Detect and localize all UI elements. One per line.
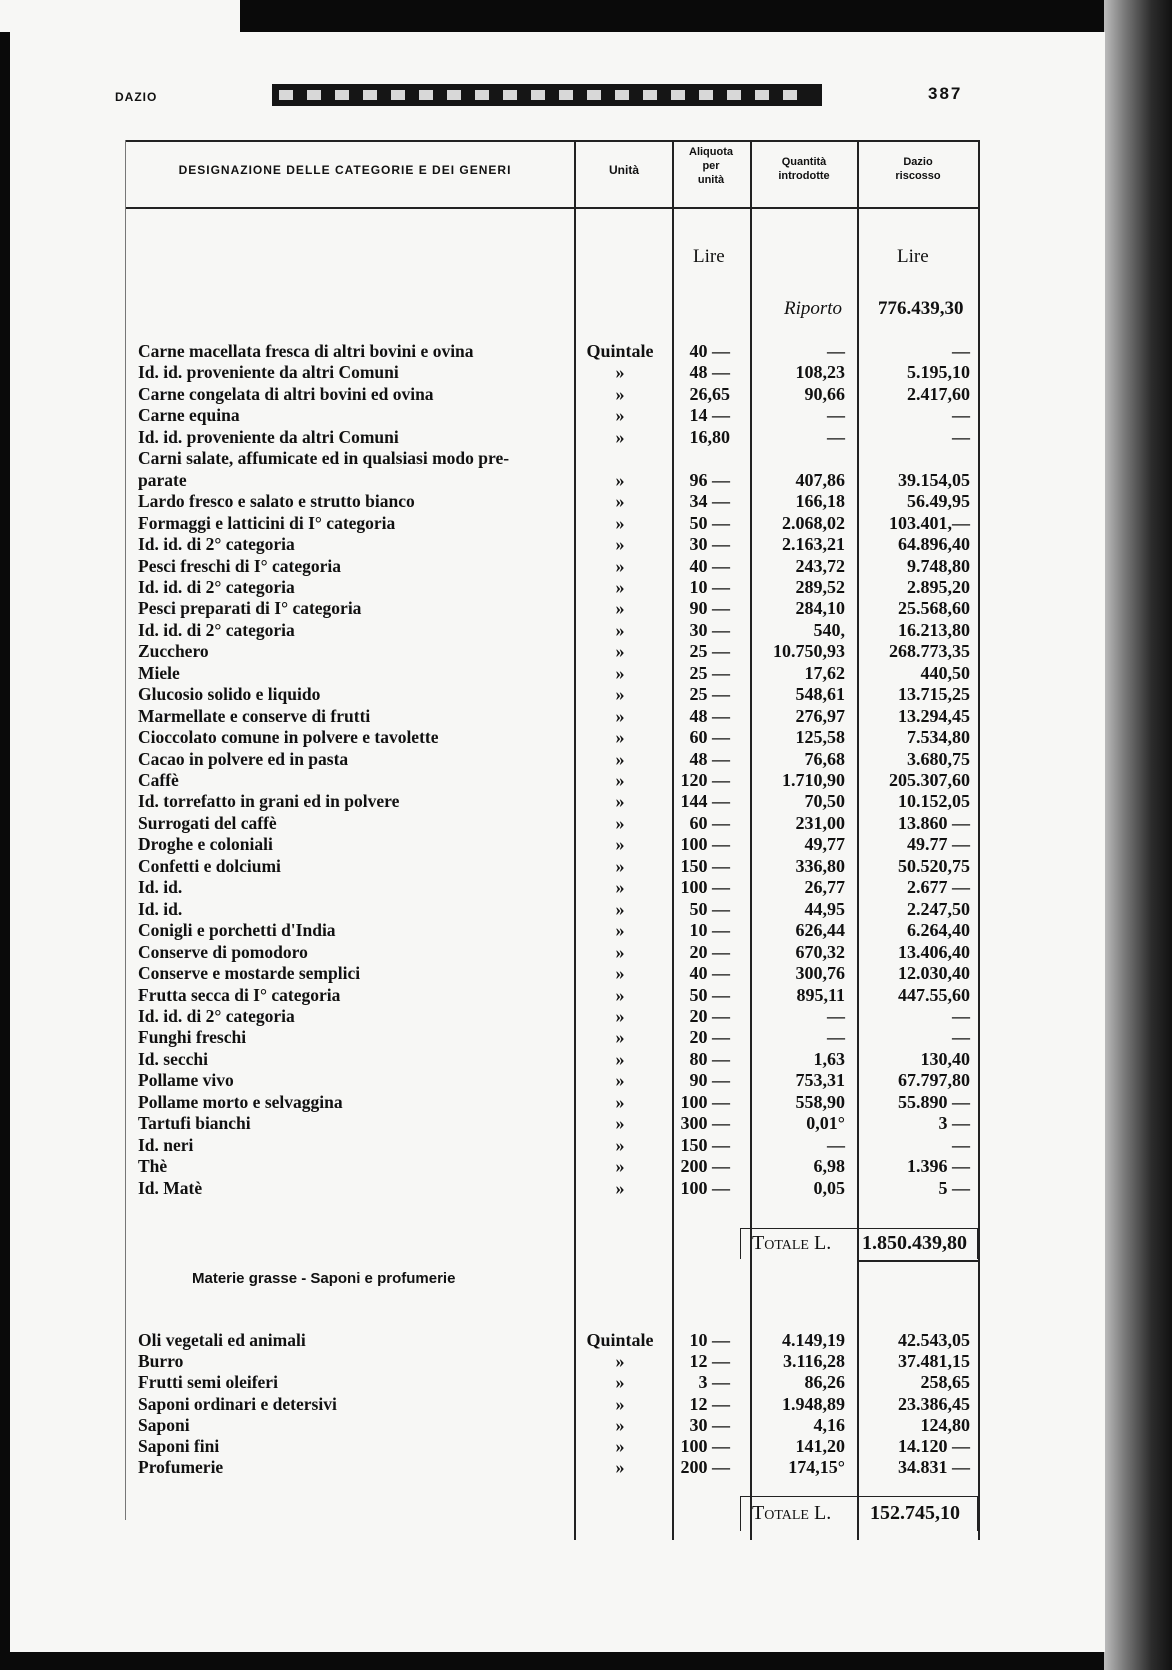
row-rate: 50 — bbox=[689, 512, 730, 533]
row-quantity: 243,72 bbox=[795, 555, 845, 576]
row-description: Saponi fini bbox=[138, 1436, 220, 1456]
row-description: Conserve e mostarde semplici bbox=[138, 963, 361, 984]
table-row bbox=[0, 405, 1000, 426]
row-unit: » bbox=[615, 963, 625, 984]
row-unit: » bbox=[615, 920, 625, 941]
row-quantity: 125,58 bbox=[795, 727, 845, 748]
carryover-value: 776.439,30 bbox=[878, 298, 964, 319]
row-description: Cioccolato comune in polvere e tavolette bbox=[138, 727, 439, 748]
row-description: Zucchero bbox=[138, 641, 209, 662]
table-row bbox=[0, 1092, 1000, 1113]
row-unit: » bbox=[615, 748, 625, 769]
row-rate: 16,80 bbox=[689, 426, 730, 447]
row-duty: 56.49,95 bbox=[907, 491, 970, 512]
row-description: Frutti semi oleiferi bbox=[138, 1372, 278, 1393]
column-header-rate: Aliquota per unità bbox=[689, 146, 733, 186]
row-quantity: 753,31 bbox=[795, 1070, 845, 1091]
row-description: Id. id. bbox=[138, 898, 183, 919]
table-row bbox=[0, 513, 1000, 534]
row-quantity: 1.710,90 bbox=[782, 770, 845, 790]
row-unit: » bbox=[615, 1457, 625, 1478]
row-rate: 100 — bbox=[680, 1091, 730, 1112]
row-unit: » bbox=[615, 877, 625, 898]
row-rate: 300 — bbox=[680, 1113, 730, 1134]
row-unit: » bbox=[615, 1091, 625, 1112]
page-number: 387 bbox=[928, 84, 963, 103]
table-row bbox=[0, 899, 1000, 920]
table-row bbox=[0, 1049, 1000, 1070]
table-row bbox=[0, 1135, 1000, 1156]
row-quantity: 86,26 bbox=[804, 1372, 845, 1393]
row-duty: 13.860 — bbox=[898, 812, 970, 833]
row-quantity: 626,44 bbox=[795, 920, 845, 941]
row-description: Carne congelata di altri bovini ed ovina bbox=[138, 383, 434, 404]
table-row bbox=[0, 427, 1000, 448]
row-unit: » bbox=[615, 1027, 625, 1048]
row-duty: 10.152,05 bbox=[898, 791, 970, 812]
row-duty: 55.890 — bbox=[898, 1091, 970, 1112]
table-row bbox=[0, 1351, 1000, 1372]
table-row bbox=[0, 341, 1000, 362]
row-quantity: 300,76 bbox=[795, 963, 845, 984]
row-rate: 50 — bbox=[689, 898, 730, 919]
row-quantity: 548,61 bbox=[795, 684, 845, 705]
row-description: Pollame vivo bbox=[138, 1070, 234, 1091]
row-quantity: 670,32 bbox=[795, 941, 845, 962]
table-row bbox=[0, 362, 1000, 383]
row-quantity: — bbox=[827, 1027, 845, 1048]
row-quantity: 141,20 bbox=[795, 1436, 845, 1456]
row-description: Id. secchi bbox=[138, 1048, 208, 1069]
row-duty: 39.154,05 bbox=[898, 469, 970, 490]
row-rate: 90 — bbox=[689, 598, 730, 619]
row-duty: 49.77 — bbox=[907, 834, 970, 855]
row-rate: 48 — bbox=[689, 362, 730, 383]
table-row bbox=[0, 470, 1000, 491]
row-duty: — bbox=[952, 1005, 970, 1026]
row-unit: » bbox=[615, 1177, 625, 1198]
row-duty: — bbox=[952, 1027, 970, 1048]
row-unit: » bbox=[615, 555, 625, 576]
table-row bbox=[0, 534, 1000, 555]
section2-total-value: 152.745,10 bbox=[870, 1502, 960, 1524]
row-rate: 34 — bbox=[689, 491, 730, 512]
row-duty: 6.264,40 bbox=[907, 920, 970, 941]
row-rate: 80 — bbox=[689, 1048, 730, 1069]
row-rate: 30 — bbox=[689, 1414, 730, 1435]
row-quantity: 276,97 bbox=[795, 705, 845, 726]
table-row bbox=[0, 770, 1000, 791]
row-duty: 2.895,20 bbox=[907, 576, 970, 597]
row-duty: 130,40 bbox=[920, 1048, 970, 1069]
row-unit: » bbox=[615, 984, 625, 1005]
section2-total-label: Totale L. bbox=[752, 1502, 832, 1524]
row-rate: 30 — bbox=[689, 534, 730, 555]
column-header-quantity: Quantità introdotte bbox=[778, 156, 830, 182]
row-duty: 16.213,80 bbox=[898, 619, 970, 640]
table-row bbox=[0, 834, 1000, 855]
row-description: Caffè bbox=[138, 770, 179, 790]
table-row bbox=[0, 920, 1000, 941]
row-duty: 13.294,45 bbox=[898, 705, 970, 726]
row-quantity: 2.068,02 bbox=[782, 512, 845, 533]
row-unit: » bbox=[615, 1436, 625, 1456]
row-duty: 447.55,60 bbox=[898, 984, 970, 1005]
row-unit: » bbox=[615, 1351, 625, 1372]
row-unit: » bbox=[615, 770, 625, 790]
row-description: Id. id. di 2° categoria bbox=[138, 576, 295, 597]
row-description: Id. id. proveniente da altri Comuni bbox=[138, 362, 399, 383]
row-description: Confetti e dolciumi bbox=[138, 855, 281, 876]
table-row bbox=[0, 1436, 1000, 1457]
row-rate: 10 — bbox=[689, 1330, 730, 1350]
row-unit: » bbox=[615, 727, 625, 748]
section1-total-value: 1.850.439,80 bbox=[862, 1232, 967, 1254]
row-description: Droghe e coloniali bbox=[138, 834, 273, 855]
row-description: Carne equina bbox=[138, 405, 240, 426]
row-rate: 100 — bbox=[680, 1436, 730, 1456]
row-unit: » bbox=[615, 383, 625, 404]
table-row bbox=[0, 1113, 1000, 1134]
row-unit: » bbox=[615, 855, 625, 876]
row-description: Id. Matè bbox=[138, 1177, 203, 1198]
row-duty: 64.896,40 bbox=[898, 534, 970, 555]
row-description: Burro bbox=[138, 1351, 184, 1372]
row-unit: » bbox=[615, 1156, 625, 1177]
row-unit: » bbox=[615, 598, 625, 619]
row-rate: 40 — bbox=[689, 341, 730, 361]
row-unit: Quintale bbox=[586, 341, 654, 361]
row-rate: 25 — bbox=[689, 641, 730, 662]
row-rate: 150 — bbox=[680, 1134, 730, 1155]
row-unit: » bbox=[615, 684, 625, 705]
row-duty: 205.307,60 bbox=[889, 770, 970, 790]
row-duty: — bbox=[952, 426, 970, 447]
row-duty: 25.568,60 bbox=[898, 598, 970, 619]
row-description: Formaggi e latticini di I° categoria bbox=[138, 512, 396, 533]
row-unit: » bbox=[615, 812, 625, 833]
row-description: Id. id. proveniente da altri Comuni bbox=[138, 426, 399, 447]
table-row bbox=[0, 1156, 1000, 1177]
row-duty: 268.773,35 bbox=[889, 641, 970, 662]
row-quantity: — bbox=[827, 1134, 845, 1155]
row-unit: » bbox=[615, 834, 625, 855]
row-rate: 120 — bbox=[680, 770, 730, 790]
row-rate: 100 — bbox=[680, 1177, 730, 1198]
row-quantity: 76,68 bbox=[804, 748, 845, 769]
row-rate: 20 — bbox=[689, 941, 730, 962]
row-quantity: 3.116,28 bbox=[782, 1351, 845, 1372]
row-unit: » bbox=[615, 512, 625, 533]
row-description: Thè bbox=[138, 1156, 168, 1177]
row-description: Id. id. di 2° categoria bbox=[138, 1005, 295, 1026]
table-row bbox=[0, 1006, 1000, 1027]
table-row bbox=[0, 384, 1000, 405]
table-row bbox=[0, 963, 1000, 984]
table-row bbox=[0, 942, 1000, 963]
row-duty: 5 — bbox=[938, 1177, 970, 1198]
table-row bbox=[0, 1178, 1000, 1199]
row-rate: 40 — bbox=[689, 963, 730, 984]
table-row bbox=[0, 1070, 1000, 1091]
row-duty: 2.247,50 bbox=[907, 898, 970, 919]
rate-currency: Lire bbox=[693, 246, 725, 267]
column-header-duty: Dazio riscosso bbox=[895, 156, 941, 182]
row-unit: » bbox=[615, 534, 625, 555]
row-description: Saponi ordinari e detersivi bbox=[138, 1393, 337, 1414]
row-description: Id. neri bbox=[138, 1134, 194, 1155]
row-unit: » bbox=[615, 1070, 625, 1091]
row-quantity: — bbox=[827, 426, 845, 447]
section2-title: Materie grasse - Saponi e profumerie bbox=[192, 1270, 456, 1287]
row-duty: 42.543,05 bbox=[898, 1330, 970, 1350]
row-description: Profumerie bbox=[138, 1457, 224, 1478]
table-row bbox=[0, 1394, 1000, 1415]
row-quantity: 540, bbox=[813, 619, 845, 640]
row-unit: » bbox=[615, 1113, 625, 1134]
table-row bbox=[0, 1330, 1000, 1351]
row-description: Carne macellata fresca di altri bovini e ovina bbox=[138, 341, 474, 361]
row-rate: 14 — bbox=[689, 405, 730, 426]
row-description: Id. torrefatto in grani ed in polvere bbox=[138, 791, 400, 812]
row-rate: 144 — bbox=[680, 791, 730, 812]
row-quantity: 44,95 bbox=[804, 898, 845, 919]
row-unit: » bbox=[615, 791, 625, 812]
row-quantity: 284,10 bbox=[795, 598, 845, 619]
row-quantity: 336,80 bbox=[795, 855, 845, 876]
row-quantity: 70,50 bbox=[804, 791, 845, 812]
row-description: Conigli e porchetti d'India bbox=[138, 920, 336, 941]
row-rate: 150 — bbox=[680, 855, 730, 876]
row-rate: 50 — bbox=[689, 984, 730, 1005]
row-unit: » bbox=[615, 1393, 625, 1414]
row-duty: — bbox=[952, 341, 970, 361]
header-section-title: DAZIO bbox=[115, 90, 158, 104]
section1-total-label: Totale L. bbox=[752, 1232, 832, 1254]
row-quantity: 1.948,89 bbox=[782, 1393, 845, 1414]
row-description: Carni salate, affumicate ed in qualsiasi modo pre- bbox=[138, 448, 510, 469]
row-duty: 258,65 bbox=[920, 1372, 970, 1393]
row-description: Lardo fresco e salato e strutto bianco bbox=[138, 491, 415, 512]
row-rate: 200 — bbox=[680, 1457, 730, 1478]
row-quantity: 558,90 bbox=[795, 1091, 845, 1112]
table-row bbox=[0, 620, 1000, 641]
row-unit: » bbox=[615, 405, 625, 426]
row-duty: 3 — bbox=[938, 1113, 970, 1134]
row-quantity: 1,63 bbox=[813, 1048, 845, 1069]
header-ornament bbox=[272, 84, 822, 106]
row-unit: » bbox=[615, 1134, 625, 1155]
row-quantity: 108,23 bbox=[795, 362, 845, 383]
row-quantity: 895,11 bbox=[796, 984, 845, 1005]
row-description: Pesci freschi di I° categoria bbox=[138, 555, 342, 576]
row-rate: 200 — bbox=[680, 1156, 730, 1177]
row-quantity: — bbox=[827, 341, 845, 361]
row-rate: 20 — bbox=[689, 1005, 730, 1026]
row-duty: 5.195,10 bbox=[907, 362, 970, 383]
row-duty: 1.396 — bbox=[907, 1156, 970, 1177]
table-row bbox=[0, 813, 1000, 834]
row-description: Glucosio solido e liquido bbox=[138, 684, 321, 705]
row-unit: » bbox=[615, 362, 625, 383]
row-duty: — bbox=[952, 405, 970, 426]
row-rate: 48 — bbox=[689, 748, 730, 769]
row-duty: 103.401,— bbox=[889, 512, 970, 533]
table-row bbox=[0, 491, 1000, 512]
row-quantity: 4,16 bbox=[813, 1414, 845, 1435]
row-quantity: 231,00 bbox=[795, 812, 845, 833]
table-row bbox=[0, 706, 1000, 727]
table-row bbox=[0, 556, 1000, 577]
page-edge-shadow bbox=[1104, 0, 1172, 1670]
table-row bbox=[0, 1027, 1000, 1048]
row-duty: 3.680,75 bbox=[907, 748, 970, 769]
row-unit: » bbox=[615, 1005, 625, 1026]
table-row bbox=[0, 856, 1000, 877]
table-row bbox=[0, 727, 1000, 748]
table-row bbox=[0, 663, 1000, 684]
column-header-designation: DESIGNAZIONE DELLE CATEGORIE E DEI GENERI bbox=[178, 163, 512, 177]
row-unit: » bbox=[615, 1048, 625, 1069]
row-duty: 2.677 — bbox=[907, 877, 970, 898]
row-quantity: 17,62 bbox=[804, 662, 845, 683]
row-rate: 3 — bbox=[698, 1372, 730, 1393]
row-duty: 9.748,80 bbox=[907, 555, 970, 576]
row-description: Frutta secca di I° categoria bbox=[138, 984, 341, 1005]
row-quantity: 49,77 bbox=[804, 834, 845, 855]
row-unit: » bbox=[615, 576, 625, 597]
row-description: Cacao in polvere ed in pasta bbox=[138, 748, 349, 769]
row-description: Surrogati del caffè bbox=[138, 812, 277, 833]
table-row bbox=[0, 877, 1000, 898]
row-rate: 48 — bbox=[689, 705, 730, 726]
row-quantity: 6,98 bbox=[813, 1156, 845, 1177]
row-quantity: 10.750,93 bbox=[773, 641, 845, 662]
row-unit: » bbox=[615, 898, 625, 919]
row-quantity: 166,18 bbox=[795, 491, 845, 512]
row-description: Pesci preparati di I° categoria bbox=[138, 598, 362, 619]
table-row bbox=[0, 1372, 1000, 1393]
row-description: Conserve di pomodoro bbox=[138, 941, 308, 962]
table-row bbox=[0, 641, 1000, 662]
row-duty: 124,80 bbox=[920, 1414, 970, 1435]
row-rate: 10 — bbox=[689, 920, 730, 941]
table-row bbox=[0, 1457, 1000, 1478]
row-duty: 67.797,80 bbox=[898, 1070, 970, 1091]
row-description: Id. id. di 2° categoria bbox=[138, 619, 295, 640]
row-rate: 30 — bbox=[689, 619, 730, 640]
row-description: Id. id. bbox=[138, 877, 183, 898]
row-duty: 7.534,80 bbox=[907, 727, 970, 748]
row-duty: 23.386,45 bbox=[898, 1393, 970, 1414]
row-duty: 12.030,40 bbox=[898, 963, 970, 984]
row-unit: Quintale bbox=[586, 1330, 654, 1350]
row-quantity: 2.163,21 bbox=[782, 534, 845, 555]
row-description: parate bbox=[138, 469, 187, 490]
table-row bbox=[0, 749, 1000, 770]
table-row bbox=[0, 598, 1000, 619]
row-rate: 10 — bbox=[689, 576, 730, 597]
row-quantity: 0,01° bbox=[806, 1113, 845, 1134]
row-rate: 100 — bbox=[680, 877, 730, 898]
row-description: Miele bbox=[138, 662, 180, 683]
row-rate: 90 — bbox=[689, 1070, 730, 1091]
row-unit: » bbox=[615, 941, 625, 962]
row-rate: 96 — bbox=[689, 469, 730, 490]
row-rate: 25 — bbox=[689, 662, 730, 683]
row-unit: » bbox=[615, 705, 625, 726]
row-unit: » bbox=[615, 662, 625, 683]
row-description: Funghi freschi bbox=[138, 1027, 247, 1048]
table-row bbox=[0, 1415, 1000, 1436]
row-rate: 100 — bbox=[680, 834, 730, 855]
row-quantity: 407,86 bbox=[795, 469, 845, 490]
row-rate: 25 — bbox=[689, 684, 730, 705]
row-description: Marmellate e conserve di frutti bbox=[138, 705, 371, 726]
row-unit: » bbox=[615, 1372, 625, 1393]
row-description: Saponi bbox=[138, 1414, 190, 1435]
row-rate: 60 — bbox=[689, 727, 730, 748]
row-duty: 2.417,60 bbox=[907, 383, 970, 404]
row-rate: 26,65 bbox=[689, 383, 730, 404]
table-row bbox=[0, 985, 1000, 1006]
row-quantity: 289,52 bbox=[795, 576, 845, 597]
row-unit: » bbox=[615, 619, 625, 640]
row-duty: 13.715,25 bbox=[898, 684, 970, 705]
row-duty: — bbox=[952, 1134, 970, 1155]
row-quantity: 0,05 bbox=[813, 1177, 845, 1198]
column-header-unit: Unità bbox=[609, 163, 639, 177]
table-row bbox=[0, 791, 1000, 812]
row-rate: 20 — bbox=[689, 1027, 730, 1048]
carryover-label: Riporto bbox=[784, 298, 843, 319]
row-description: Id. id. di 2° categoria bbox=[138, 534, 295, 555]
row-duty: 14.120 — bbox=[898, 1436, 970, 1456]
row-quantity: 4.149,19 bbox=[782, 1330, 845, 1350]
table-row bbox=[0, 448, 1000, 469]
duty-currency: Lire bbox=[897, 246, 929, 267]
row-quantity: 26,77 bbox=[804, 877, 845, 898]
row-description: Tartufi bianchi bbox=[138, 1113, 251, 1134]
row-quantity: 174,15° bbox=[788, 1457, 845, 1478]
row-description: Oli vegetali ed animali bbox=[138, 1330, 306, 1350]
row-unit: » bbox=[615, 426, 625, 447]
row-duty: 34.831 — bbox=[898, 1457, 970, 1478]
row-unit: » bbox=[615, 641, 625, 662]
row-duty: 37.481,15 bbox=[898, 1351, 970, 1372]
row-duty: 50.520,75 bbox=[898, 855, 970, 876]
row-rate: 40 — bbox=[689, 555, 730, 576]
row-quantity: 90,66 bbox=[804, 383, 845, 404]
row-quantity: — bbox=[827, 405, 845, 426]
row-duty: 440,50 bbox=[920, 662, 970, 683]
row-rate: 60 — bbox=[689, 812, 730, 833]
row-rate: 12 — bbox=[689, 1393, 730, 1414]
row-description: Pollame morto e selvaggina bbox=[138, 1091, 343, 1112]
row-quantity: — bbox=[827, 1005, 845, 1026]
row-duty: 13.406,40 bbox=[898, 941, 970, 962]
row-rate: 12 — bbox=[689, 1351, 730, 1372]
row-unit: » bbox=[615, 491, 625, 512]
row-unit: » bbox=[615, 469, 625, 490]
table-row bbox=[0, 577, 1000, 598]
table-row bbox=[0, 684, 1000, 705]
row-unit: » bbox=[615, 1414, 625, 1435]
top-dark-strip bbox=[0, 0, 1172, 32]
